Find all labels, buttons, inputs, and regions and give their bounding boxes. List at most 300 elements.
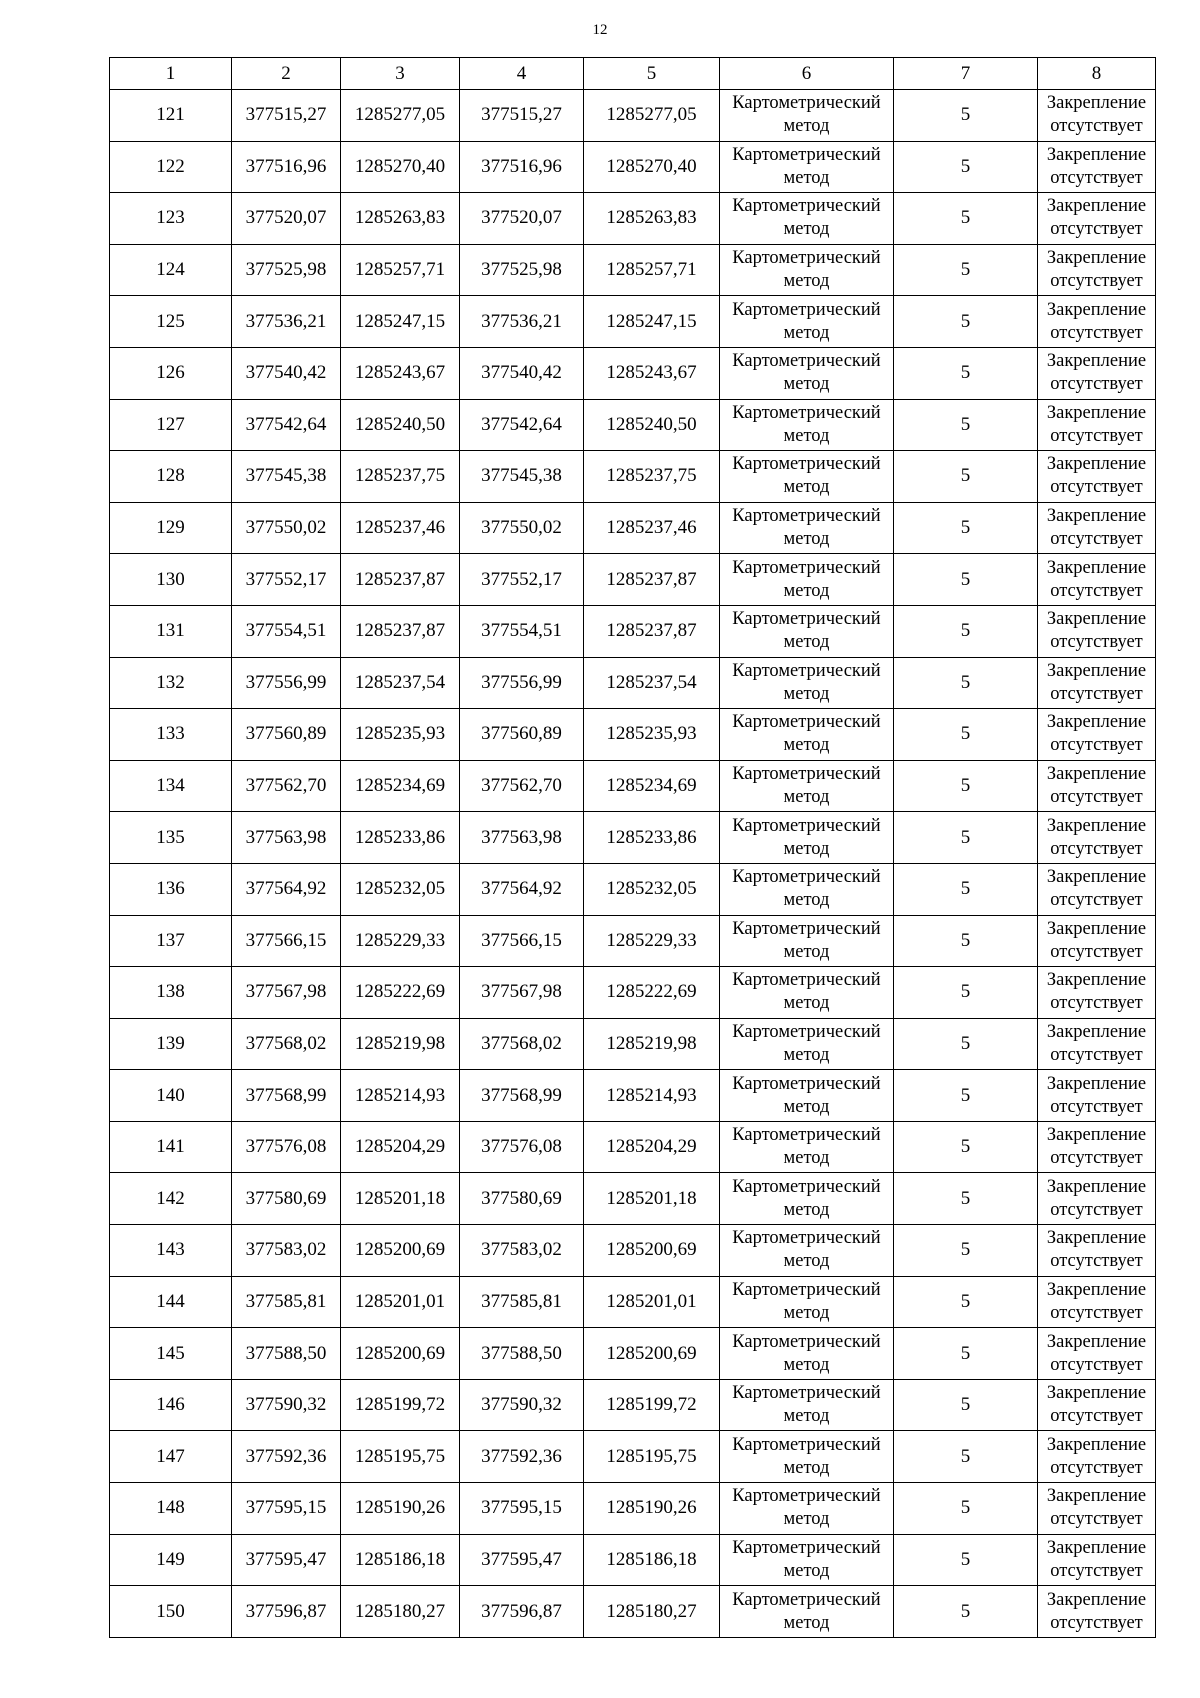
x-specified-cell: 377567,98: [460, 967, 584, 1019]
fixing-line-1: Закрепление: [1046, 1331, 1147, 1352]
x-existing-cell: 377576,08: [232, 1121, 341, 1173]
fixing-line-2: отсутствует: [1050, 1612, 1143, 1633]
x-existing-cell: 377567,98: [232, 967, 341, 1019]
fixing-line-2: отсутствует: [1050, 1406, 1143, 1427]
fixing-cell: [1038, 1173, 1156, 1225]
table-row: [110, 605, 1156, 657]
method-cell: [720, 1225, 894, 1277]
x-existing-cell: 377563,98: [232, 812, 341, 864]
x-specified-cell: 377516,96: [460, 141, 584, 193]
x-specified-cell: 377536,21: [460, 296, 584, 348]
fixing-cell: [1038, 1328, 1156, 1380]
method-cell: [720, 244, 894, 296]
method-line-2: метод: [783, 632, 830, 653]
x-specified-cell: 377595,47: [460, 1534, 584, 1586]
fixing-line-2: отсутствует: [1050, 167, 1143, 188]
method-line-2: метод: [783, 529, 830, 550]
table-row: [110, 90, 1156, 142]
fixing-line-1: Закрепление: [1046, 1228, 1147, 1249]
table-row: [110, 760, 1156, 812]
x-existing-cell: 377568,99: [232, 1070, 341, 1122]
table-row: [110, 1431, 1156, 1483]
fixing-line-1: Закрепление: [1046, 248, 1147, 269]
method-line-2: метод: [783, 580, 830, 601]
y-specified-cell: 1285237,46: [584, 502, 720, 554]
method-cell: [720, 502, 894, 554]
x-existing-cell: 377596,87: [232, 1586, 341, 1638]
y-existing-cell: 1285219,98: [341, 1018, 460, 1070]
point-number-cell: 126: [110, 347, 232, 399]
accuracy-cell: 5: [894, 709, 1038, 761]
y-specified-cell: 1285200,69: [584, 1328, 720, 1380]
y-specified-cell: 1285243,67: [584, 347, 720, 399]
y-existing-cell: 1285270,40: [341, 141, 460, 193]
method-line-2: метод: [783, 425, 830, 446]
x-specified-cell: 377515,27: [460, 90, 584, 142]
fixing-line-2: отсутствует: [1050, 580, 1143, 601]
point-number-cell: 146: [110, 1379, 232, 1431]
accuracy-cell: 5: [894, 554, 1038, 606]
table-row: [110, 1328, 1156, 1380]
accuracy-cell: 5: [894, 812, 1038, 864]
accuracy-cell: 5: [894, 605, 1038, 657]
header-cell: 4: [460, 58, 584, 90]
method-line-2: метод: [783, 890, 830, 911]
method-line-2: метод: [783, 219, 830, 240]
method-cell: [720, 1534, 894, 1586]
point-number-cell: 141: [110, 1121, 232, 1173]
fixing-line-2: отсутствует: [1050, 632, 1143, 653]
fixing-cell: [1038, 296, 1156, 348]
method-line-1: Картометрический: [732, 557, 881, 578]
header-row: [110, 58, 1156, 90]
table-row: [110, 1018, 1156, 1070]
table-row: [110, 1070, 1156, 1122]
y-specified-cell: 1285270,40: [584, 141, 720, 193]
method-line-2: метод: [783, 322, 830, 343]
method-line-2: метод: [783, 1044, 830, 1065]
y-existing-cell: 1285200,69: [341, 1328, 460, 1380]
y-existing-cell: 1285195,75: [341, 1431, 460, 1483]
fixing-cell: [1038, 554, 1156, 606]
x-specified-cell: 377556,99: [460, 657, 584, 709]
method-line-1: Картометрический: [732, 815, 881, 836]
x-specified-cell: 377554,51: [460, 605, 584, 657]
fixing-line-2: отсутствует: [1050, 1148, 1143, 1169]
method-line-1: Картометрический: [732, 1021, 881, 1042]
method-line-1: Картометрический: [732, 1383, 881, 1404]
x-existing-cell: 377520,07: [232, 193, 341, 245]
y-existing-cell: 1285257,71: [341, 244, 460, 296]
fixing-line-1: Закрепление: [1046, 609, 1147, 630]
method-line-2: метод: [783, 1096, 830, 1117]
y-existing-cell: 1285180,27: [341, 1586, 460, 1638]
x-specified-cell: 377550,02: [460, 502, 584, 554]
accuracy-cell: 5: [894, 296, 1038, 348]
method-line-1: Картометрический: [732, 918, 881, 939]
x-existing-cell: 377585,81: [232, 1276, 341, 1328]
table-row: [110, 296, 1156, 348]
y-existing-cell: 1285237,87: [341, 605, 460, 657]
x-specified-cell: 377545,38: [460, 451, 584, 503]
method-line-1: Картометрический: [732, 1537, 881, 1558]
x-specified-cell: 377566,15: [460, 915, 584, 967]
y-existing-cell: 1285243,67: [341, 347, 460, 399]
method-line-2: метод: [783, 1148, 830, 1169]
method-line-1: Картометрический: [732, 1331, 881, 1352]
fixing-cell: [1038, 1534, 1156, 1586]
method-line-1: Картометрический: [732, 299, 881, 320]
accuracy-cell: 5: [894, 1121, 1038, 1173]
fixing-cell: [1038, 709, 1156, 761]
y-specified-cell: 1285219,98: [584, 1018, 720, 1070]
x-existing-cell: 377540,42: [232, 347, 341, 399]
accuracy-cell: 5: [894, 347, 1038, 399]
fixing-line-2: отсутствует: [1050, 838, 1143, 859]
method-line-2: метод: [783, 1199, 830, 1220]
fixing-line-1: Закрепление: [1046, 764, 1147, 785]
method-line-2: метод: [783, 838, 830, 859]
point-number-cell: 143: [110, 1225, 232, 1277]
accuracy-cell: 5: [894, 657, 1038, 709]
method-line-2: метод: [783, 116, 830, 137]
point-number-cell: 145: [110, 1328, 232, 1380]
method-line-2: метод: [783, 683, 830, 704]
fixing-cell: [1038, 915, 1156, 967]
fixing-line-2: отсутствует: [1050, 1509, 1143, 1530]
method-line-1: Картометрический: [732, 1228, 881, 1249]
method-line-2: метод: [783, 941, 830, 962]
method-line-2: метод: [783, 787, 830, 808]
x-specified-cell: 377562,70: [460, 760, 584, 812]
fixing-line-1: Закрепление: [1046, 1279, 1147, 1300]
table-row: [110, 709, 1156, 761]
x-specified-cell: 377592,36: [460, 1431, 584, 1483]
fixing-line-1: Закрепление: [1046, 867, 1147, 888]
fixing-line-1: Закрепление: [1046, 1125, 1147, 1146]
fixing-line-1: Закрепление: [1046, 454, 1147, 475]
x-specified-cell: 377576,08: [460, 1121, 584, 1173]
accuracy-cell: 5: [894, 1070, 1038, 1122]
y-specified-cell: 1285201,01: [584, 1276, 720, 1328]
fixing-cell: [1038, 1276, 1156, 1328]
x-existing-cell: 377554,51: [232, 605, 341, 657]
method-cell: [720, 451, 894, 503]
y-existing-cell: 1285234,69: [341, 760, 460, 812]
method-line-1: Картометрический: [732, 764, 881, 785]
y-existing-cell: 1285235,93: [341, 709, 460, 761]
fixing-line-2: отсутствует: [1050, 735, 1143, 756]
point-number-cell: 136: [110, 863, 232, 915]
y-specified-cell: 1285233,86: [584, 812, 720, 864]
fixing-cell: [1038, 760, 1156, 812]
fixing-line-2: отсутствует: [1050, 219, 1143, 240]
method-line-1: Картометрический: [732, 712, 881, 733]
table-row: [110, 399, 1156, 451]
y-existing-cell: 1285237,75: [341, 451, 460, 503]
fixing-line-2: отсутствует: [1050, 116, 1143, 137]
y-existing-cell: 1285190,26: [341, 1483, 460, 1535]
x-specified-cell: 377568,02: [460, 1018, 584, 1070]
x-specified-cell: 377520,07: [460, 193, 584, 245]
x-existing-cell: 377588,50: [232, 1328, 341, 1380]
x-existing-cell: 377515,27: [232, 90, 341, 142]
table-row: [110, 1534, 1156, 1586]
table-row: [110, 347, 1156, 399]
method-cell: [720, 915, 894, 967]
method-line-2: метод: [783, 1302, 830, 1323]
method-line-1: Картометрический: [732, 1125, 881, 1146]
y-existing-cell: 1285263,83: [341, 193, 460, 245]
x-specified-cell: 377568,99: [460, 1070, 584, 1122]
point-number-cell: 131: [110, 605, 232, 657]
method-line-1: Картометрический: [732, 93, 881, 114]
y-existing-cell: 1285199,72: [341, 1379, 460, 1431]
accuracy-cell: 5: [894, 1328, 1038, 1380]
fixing-line-2: отсутствует: [1050, 374, 1143, 395]
fixing-line-1: Закрепление: [1046, 712, 1147, 733]
method-cell: [720, 1173, 894, 1225]
fixing-cell: [1038, 193, 1156, 245]
y-specified-cell: 1285237,75: [584, 451, 720, 503]
y-specified-cell: 1285237,87: [584, 605, 720, 657]
fixing-line-1: Закрепление: [1046, 93, 1147, 114]
method-line-2: метод: [783, 167, 830, 188]
method-line-1: Картометрический: [732, 248, 881, 269]
x-existing-cell: 377580,69: [232, 1173, 341, 1225]
method-line-2: метод: [783, 271, 830, 292]
fixing-line-2: отсутствует: [1050, 890, 1143, 911]
table-row: [110, 915, 1156, 967]
x-specified-cell: 377563,98: [460, 812, 584, 864]
point-number-cell: 139: [110, 1018, 232, 1070]
fixing-cell: [1038, 90, 1156, 142]
y-specified-cell: 1285277,05: [584, 90, 720, 142]
x-specified-cell: 377583,02: [460, 1225, 584, 1277]
point-number-cell: 135: [110, 812, 232, 864]
fixing-line-2: отсутствует: [1050, 322, 1143, 343]
point-number-cell: 129: [110, 502, 232, 554]
x-existing-cell: 377552,17: [232, 554, 341, 606]
y-specified-cell: 1285263,83: [584, 193, 720, 245]
method-cell: [720, 812, 894, 864]
method-cell: [720, 1121, 894, 1173]
table-row: [110, 502, 1156, 554]
fixing-line-1: Закрепление: [1046, 1537, 1147, 1558]
y-existing-cell: 1285204,29: [341, 1121, 460, 1173]
fixing-cell: [1038, 1225, 1156, 1277]
point-number-cell: 133: [110, 709, 232, 761]
x-existing-cell: 377560,89: [232, 709, 341, 761]
fixing-line-2: отсутствует: [1050, 1199, 1143, 1220]
table-row: [110, 141, 1156, 193]
point-number-cell: 144: [110, 1276, 232, 1328]
y-existing-cell: 1285247,15: [341, 296, 460, 348]
method-cell: [720, 554, 894, 606]
accuracy-cell: 5: [894, 967, 1038, 1019]
y-specified-cell: 1285186,18: [584, 1534, 720, 1586]
accuracy-cell: 5: [894, 1534, 1038, 1586]
fixing-cell: [1038, 1379, 1156, 1431]
method-line-1: Картометрический: [732, 1589, 881, 1610]
x-specified-cell: 377540,42: [460, 347, 584, 399]
fixing-line-1: Закрепление: [1046, 1486, 1147, 1507]
method-line-2: метод: [783, 1612, 830, 1633]
method-cell: [720, 967, 894, 1019]
point-number-cell: 130: [110, 554, 232, 606]
fixing-cell: [1038, 812, 1156, 864]
accuracy-cell: 5: [894, 1018, 1038, 1070]
method-line-2: метод: [783, 1509, 830, 1530]
method-cell: [720, 1018, 894, 1070]
x-specified-cell: 377596,87: [460, 1586, 584, 1638]
y-existing-cell: 1285232,05: [341, 863, 460, 915]
header-cell: 3: [341, 58, 460, 90]
table-row: [110, 863, 1156, 915]
y-specified-cell: 1285240,50: [584, 399, 720, 451]
method-line-2: метод: [783, 374, 830, 395]
accuracy-cell: 5: [894, 90, 1038, 142]
x-specified-cell: 377560,89: [460, 709, 584, 761]
y-specified-cell: 1285201,18: [584, 1173, 720, 1225]
method-line-2: метод: [783, 1560, 830, 1581]
accuracy-cell: 5: [894, 760, 1038, 812]
y-existing-cell: 1285233,86: [341, 812, 460, 864]
fixing-line-2: отсутствует: [1050, 941, 1143, 962]
fixing-cell: [1038, 863, 1156, 915]
fixing-line-1: Закрепление: [1046, 506, 1147, 527]
y-existing-cell: 1285201,18: [341, 1173, 460, 1225]
fixing-line-2: отсутствует: [1050, 271, 1143, 292]
method-cell: [720, 296, 894, 348]
method-line-1: Картометрический: [732, 402, 881, 423]
method-line-1: Картометрический: [732, 1073, 881, 1094]
y-existing-cell: 1285200,69: [341, 1225, 460, 1277]
table-row: [110, 193, 1156, 245]
table-row: [110, 812, 1156, 864]
method-line-2: метод: [783, 993, 830, 1014]
x-specified-cell: 377595,15: [460, 1483, 584, 1535]
accuracy-cell: 5: [894, 1586, 1038, 1638]
y-specified-cell: 1285235,93: [584, 709, 720, 761]
point-number-cell: 138: [110, 967, 232, 1019]
method-cell: [720, 1586, 894, 1638]
fixing-cell: [1038, 1070, 1156, 1122]
y-specified-cell: 1285237,54: [584, 657, 720, 709]
fixing-cell: [1038, 141, 1156, 193]
method-line-1: Картометрический: [732, 970, 881, 991]
y-existing-cell: 1285222,69: [341, 967, 460, 1019]
fixing-cell: [1038, 967, 1156, 1019]
accuracy-cell: 5: [894, 1276, 1038, 1328]
x-existing-cell: 377550,02: [232, 502, 341, 554]
point-number-cell: 123: [110, 193, 232, 245]
fixing-cell: [1038, 502, 1156, 554]
table-row: [110, 967, 1156, 1019]
x-existing-cell: 377556,99: [232, 657, 341, 709]
header-cell: 7: [894, 58, 1038, 90]
y-specified-cell: 1285234,69: [584, 760, 720, 812]
fixing-line-2: отсутствует: [1050, 787, 1143, 808]
fixing-cell: [1038, 1586, 1156, 1638]
x-existing-cell: 377545,38: [232, 451, 341, 503]
x-specified-cell: 377580,69: [460, 1173, 584, 1225]
accuracy-cell: 5: [894, 863, 1038, 915]
fixing-line-2: отсутствует: [1050, 1044, 1143, 1065]
fixing-line-2: отсутствует: [1050, 1354, 1143, 1375]
fixing-line-1: Закрепление: [1046, 196, 1147, 217]
fixing-cell: [1038, 399, 1156, 451]
fixing-cell: [1038, 347, 1156, 399]
y-existing-cell: 1285277,05: [341, 90, 460, 142]
y-specified-cell: 1285200,69: [584, 1225, 720, 1277]
x-existing-cell: 377516,96: [232, 141, 341, 193]
table-body: [110, 90, 1156, 1638]
accuracy-cell: 5: [894, 193, 1038, 245]
x-specified-cell: 377552,17: [460, 554, 584, 606]
method-cell: [720, 1276, 894, 1328]
header-cell: 6: [720, 58, 894, 90]
x-existing-cell: 377595,47: [232, 1534, 341, 1586]
method-line-1: Картометрический: [732, 506, 881, 527]
x-specified-cell: 377525,98: [460, 244, 584, 296]
fixing-cell: [1038, 244, 1156, 296]
method-line-1: Картометрический: [732, 609, 881, 630]
fixing-line-1: Закрепление: [1046, 1383, 1147, 1404]
x-existing-cell: 377590,32: [232, 1379, 341, 1431]
accuracy-cell: 5: [894, 502, 1038, 554]
y-existing-cell: 1285214,93: [341, 1070, 460, 1122]
y-specified-cell: 1285232,05: [584, 863, 720, 915]
method-cell: [720, 193, 894, 245]
y-existing-cell: 1285237,87: [341, 554, 460, 606]
y-specified-cell: 1285222,69: [584, 967, 720, 1019]
accuracy-cell: 5: [894, 1431, 1038, 1483]
point-number-cell: 132: [110, 657, 232, 709]
x-specified-cell: 377585,81: [460, 1276, 584, 1328]
y-existing-cell: 1285229,33: [341, 915, 460, 967]
method-cell: [720, 760, 894, 812]
y-specified-cell: 1285214,93: [584, 1070, 720, 1122]
y-specified-cell: 1285257,71: [584, 244, 720, 296]
method-line-2: метод: [783, 1251, 830, 1272]
x-existing-cell: 377595,15: [232, 1483, 341, 1535]
table-header: [110, 58, 1156, 90]
table-row: [110, 554, 1156, 606]
method-line-2: метод: [783, 735, 830, 756]
fixing-line-1: Закрепление: [1046, 144, 1147, 165]
method-line-2: метод: [783, 1354, 830, 1375]
fixing-cell: [1038, 1483, 1156, 1535]
fixing-line-2: отсутствует: [1050, 683, 1143, 704]
fixing-line-1: Закрепление: [1046, 557, 1147, 578]
fixing-cell: [1038, 1431, 1156, 1483]
accuracy-cell: 5: [894, 451, 1038, 503]
fixing-line-2: отсутствует: [1050, 1457, 1143, 1478]
table-row: [110, 1276, 1156, 1328]
x-existing-cell: 377525,98: [232, 244, 341, 296]
accuracy-cell: 5: [894, 1173, 1038, 1225]
table-row: [110, 1483, 1156, 1535]
method-cell: [720, 863, 894, 915]
coordinates-table: [109, 57, 1156, 1638]
method-cell: [720, 1328, 894, 1380]
method-line-1: Картометрический: [732, 660, 881, 681]
y-specified-cell: 1285237,87: [584, 554, 720, 606]
method-line-1: Картометрический: [732, 1279, 881, 1300]
point-number-cell: 128: [110, 451, 232, 503]
fixing-cell: [1038, 1121, 1156, 1173]
